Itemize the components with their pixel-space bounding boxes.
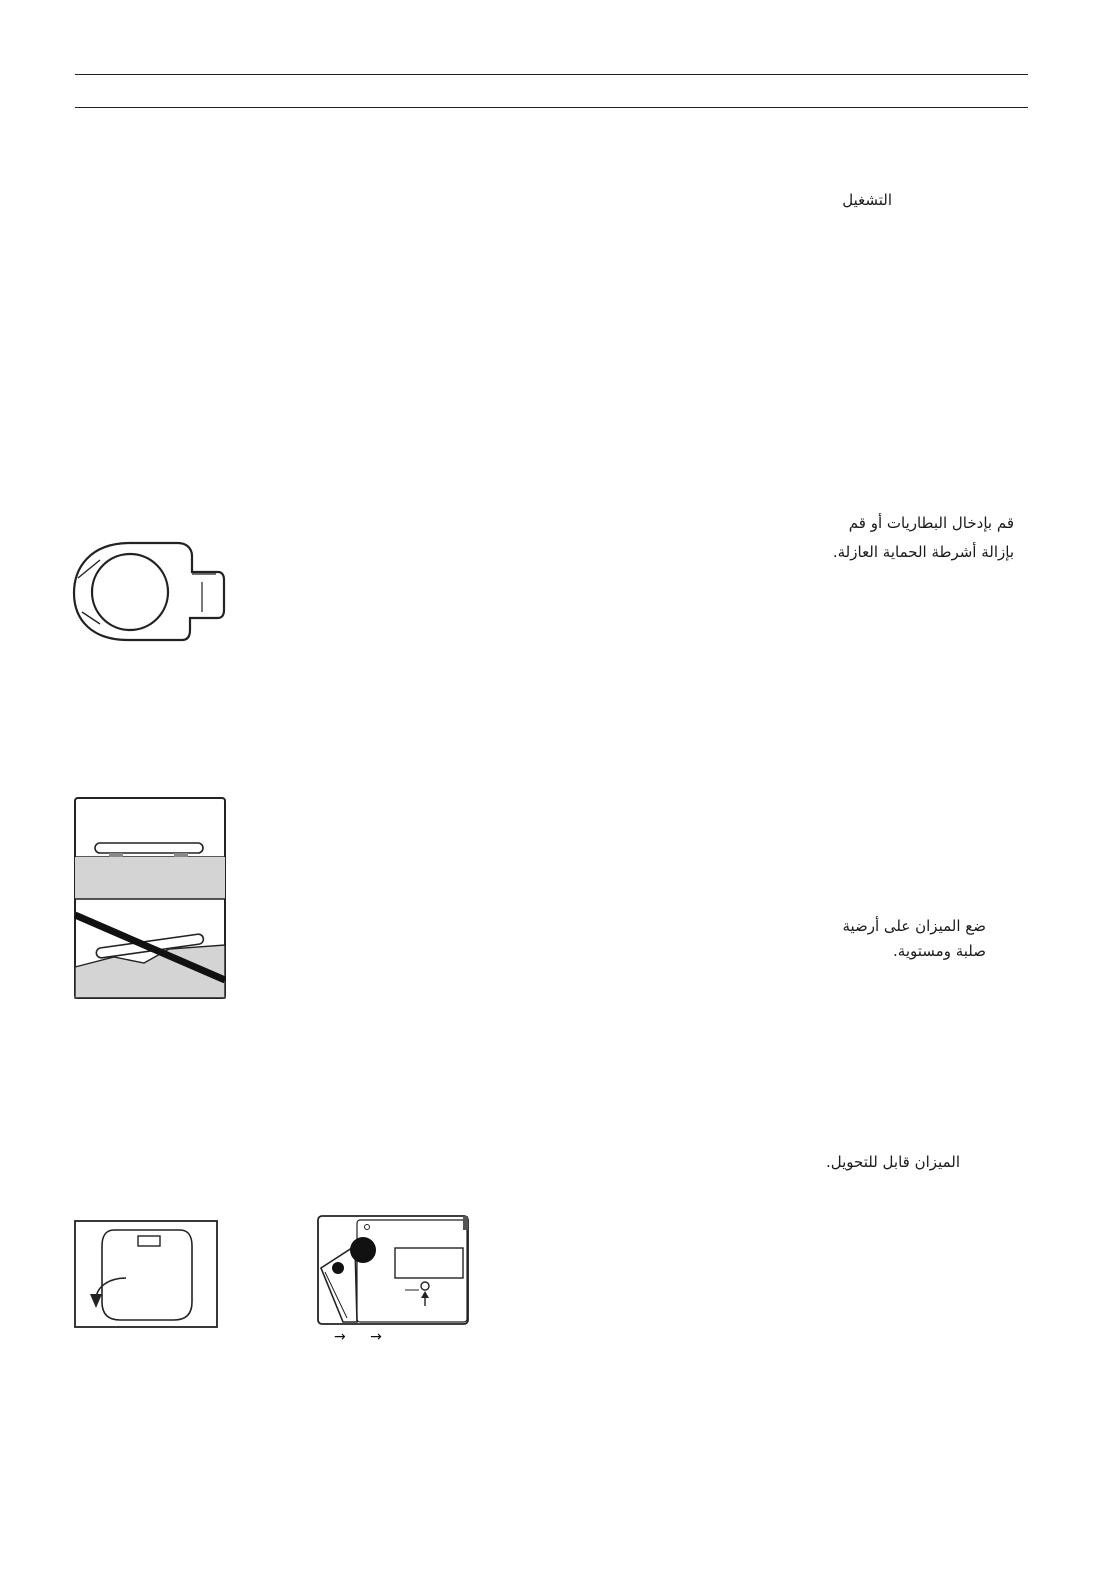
step-1-line-2: بإزالة أشرطة الحماية العازلة. xyxy=(832,543,1014,561)
step-1-line-1: قم بإدخال البطاريات أو قم xyxy=(848,514,1014,532)
step-2-line-2: صلبة ومستوية. xyxy=(893,942,986,960)
level-surface-icon xyxy=(74,797,226,999)
unit-switch-compartment-icon xyxy=(317,1214,471,1328)
arrow-glyphs: → → xyxy=(334,1329,392,1345)
step-3-text: الميزان قابل للتحويل. xyxy=(825,1153,960,1171)
step-2-line-1: ضع الميزان على أرضية xyxy=(842,917,986,935)
battery-cover-icon xyxy=(70,538,230,644)
section-heading: التشغيل xyxy=(842,191,892,209)
header-rule-bottom xyxy=(75,107,1028,108)
scale-flip-icon xyxy=(74,1220,218,1330)
header-rule-top xyxy=(75,74,1028,75)
